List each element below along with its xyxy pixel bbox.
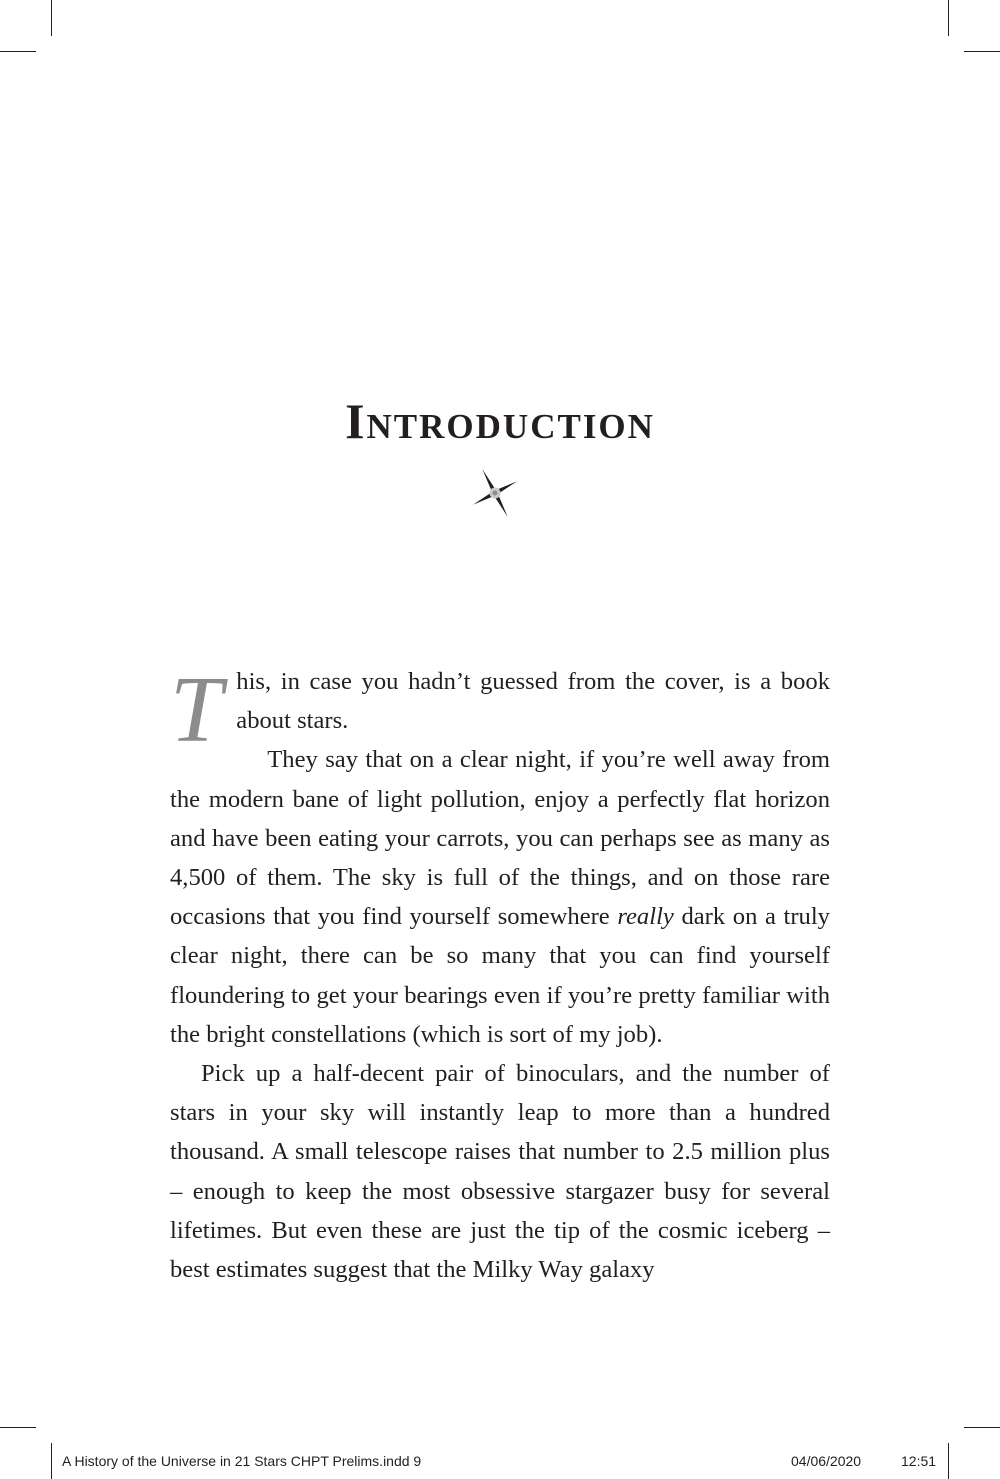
crop-mark-top-right-horizontal bbox=[964, 51, 1000, 52]
body-text bbox=[170, 658, 830, 1289]
footer-time: 12:51 bbox=[901, 1453, 937, 1469]
footer-date: 04/06/2020 bbox=[791, 1453, 862, 1469]
crop-mark-top-right-vertical bbox=[948, 0, 949, 36]
paragraph-2-text-start: They say that on a clear night, if you’re well away from the modern bane of light pollution, enjoy a perfectly flat horizon and have been eating your carrots, you can perhaps see as many as 4,500 of them. The sky is full of the things, and on those rare occasions that you find yourself somewhere bbox=[170, 746, 830, 931]
crop-mark-bottom-left-horizontal bbox=[0, 1427, 36, 1428]
paragraph-1-text: his, in case you hadn’t guessed from the cover, is a book about stars. bbox=[236, 668, 830, 735]
paragraph-2-text-end: dark on a truly clear night, there can be so many that you can find yourself floundering to get your bearings even if you’re pretty familiar with the bright constellations (which is sort of my job). bbox=[170, 903, 830, 1048]
paragraph-2-emphasis: really bbox=[617, 903, 674, 931]
crop-mark-top-left-vertical bbox=[51, 0, 52, 36]
paragraph-2 bbox=[170, 740, 830, 1054]
chapter-title: Introduction bbox=[345, 393, 655, 449]
four-point-star-icon bbox=[466, 464, 524, 522]
crop-mark-bottom-right-horizontal bbox=[964, 1427, 1000, 1428]
footer-slug: A History of the Universe in 21 Stars CHPT Prelims.indd 9 bbox=[62, 1453, 422, 1469]
crop-mark-bottom-right-vertical bbox=[948, 1443, 949, 1479]
paragraph-1 bbox=[170, 658, 830, 762]
crop-mark-bottom-left-vertical bbox=[51, 1443, 52, 1479]
crop-mark-top-left-horizontal bbox=[0, 51, 36, 52]
paragraph-3: Pick up a half-decent pair of binoculars, and the number of stars in your sky will instantly leap to more than a hundred thousand. A small telescope raises that number to 2.5 million plus – enough to keep the most obsessive stargazer busy for several lifetimes. But even these are just the tip of the cosmic iceberg – best estimates suggest that the Milky Way galaxy bbox=[170, 1060, 830, 1284]
drop-cap: T bbox=[170, 658, 223, 762]
